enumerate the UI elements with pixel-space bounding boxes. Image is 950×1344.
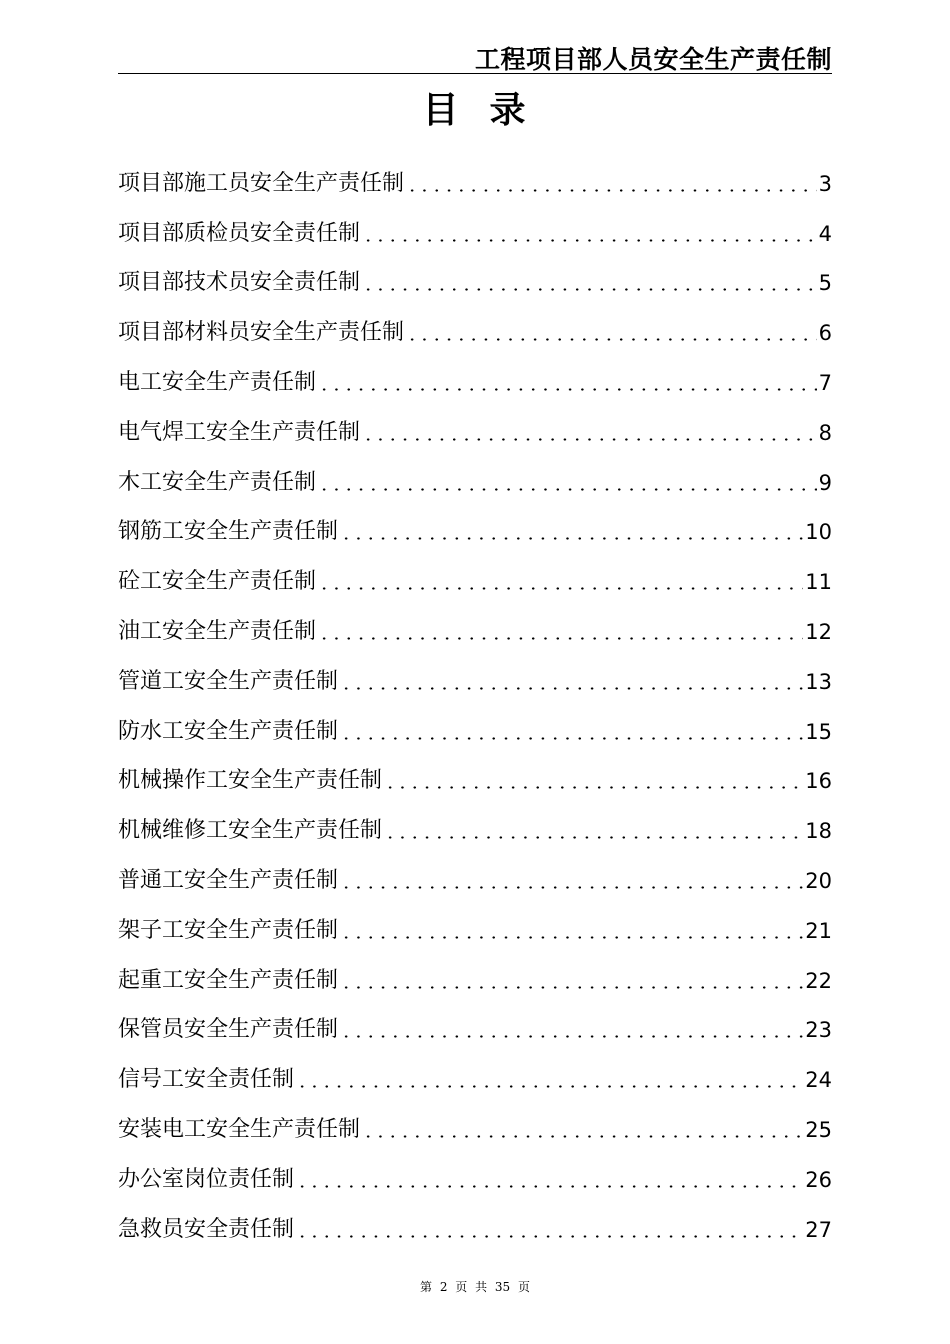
- toc-entry-title: 机械操作工安全生产责任制: [118, 768, 383, 794]
- toc-heading: 目 录: [422, 90, 528, 131]
- toc-entry-page-number: 6: [818, 321, 832, 346]
- toc-entry-title: 项目部材料员安全生产责任制: [118, 320, 405, 346]
- toc-entry-page-number: 11: [805, 570, 832, 595]
- toc-entry-title: 木工安全生产责任制: [118, 469, 317, 495]
- toc-dot-leader: [296, 1235, 803, 1238]
- toc-dot-leader: [406, 338, 817, 341]
- toc-entry-page-number: 25: [805, 1117, 832, 1142]
- toc-dot-leader: [318, 388, 817, 391]
- toc-entry[interactable]: [118, 1093, 832, 1143]
- toc-entry-page-number: 3: [818, 171, 832, 196]
- toc-entry[interactable]: [118, 1043, 832, 1093]
- toc-entry-title: 办公室岗位责任制: [118, 1166, 295, 1192]
- toc-entry-title: 钢筋工安全生产责任制: [118, 519, 339, 545]
- toc-entry[interactable]: [118, 197, 832, 247]
- toc-dot-leader: [340, 737, 803, 740]
- toc-dot-leader: [340, 1035, 803, 1038]
- toc-entry-page-number: 7: [818, 370, 832, 395]
- toc-dot-leader: [362, 288, 817, 291]
- toc-entry-title: 电气焊工安全生产责任制: [118, 419, 361, 445]
- toc-dot-leader: [362, 1135, 803, 1138]
- toc-dot-leader: [318, 587, 803, 590]
- toc-entry-title: 电工安全生产责任制: [118, 369, 317, 395]
- toc-entry-page-number: 10: [805, 520, 832, 545]
- toc-entry-title: 项目部施工员安全生产责任制: [118, 170, 405, 196]
- toc-dot-leader: [362, 438, 817, 441]
- toc-entry-page-number: 13: [805, 669, 832, 694]
- toc-entry-title: 项目部技术员安全责任制: [118, 270, 361, 296]
- toc-entry-page-number: 8: [818, 420, 832, 445]
- toc-entry[interactable]: [118, 695, 832, 745]
- toc-dot-leader: [296, 1185, 803, 1188]
- toc-entry-title: 保管员安全生产责任制: [118, 1017, 339, 1043]
- toc-entry-page-number: 21: [805, 918, 832, 943]
- toc-entry-title: 起重工安全生产责任制: [118, 967, 339, 993]
- toc-entry-title: 项目部质检员安全责任制: [118, 220, 361, 246]
- toc-entry-title: 砼工安全生产责任制: [118, 569, 317, 595]
- toc-entry[interactable]: [118, 296, 832, 346]
- toc-dot-leader: [406, 189, 817, 192]
- toc-entry[interactable]: [118, 745, 832, 795]
- toc-entry-title: 安装电工安全生产责任制: [118, 1116, 361, 1142]
- toc-list: [118, 147, 832, 1243]
- toc-entry-page-number: 22: [805, 968, 832, 993]
- toc-entry[interactable]: [118, 794, 832, 844]
- toc-entry-page-number: 4: [818, 221, 832, 246]
- toc-entry-title: 管道工安全生产责任制: [118, 668, 339, 694]
- toc-entry-page-number: 18: [805, 819, 832, 844]
- toc-entry[interactable]: [118, 496, 832, 546]
- toc-entry[interactable]: [118, 1143, 832, 1193]
- toc-entry[interactable]: [118, 994, 832, 1044]
- page-footer: 第 2 页 共 35 页: [420, 1280, 530, 1294]
- toc-dot-leader: [340, 986, 803, 989]
- toc-entry-title: 普通工安全生产责任制: [118, 867, 339, 893]
- header-divider: [118, 73, 832, 74]
- toc-entry-page-number: 20: [805, 868, 832, 893]
- toc-entry-page-number: 24: [805, 1068, 832, 1093]
- toc-entry-title: 急救员安全责任制: [118, 1216, 295, 1242]
- document-header-title: 工程项目部人员安全生产责任制: [474, 45, 832, 74]
- toc-entry-page-number: 12: [805, 619, 832, 644]
- toc-dot-leader: [296, 1085, 803, 1088]
- toc-entry[interactable]: [118, 944, 832, 994]
- toc-dot-leader: [384, 836, 803, 839]
- toc-dot-leader: [340, 687, 803, 690]
- toc-entry-page-number: 27: [805, 1217, 832, 1242]
- toc-entry[interactable]: [118, 247, 832, 297]
- toc-entry-page-number: 5: [818, 271, 832, 296]
- toc-entry-title: 防水工安全生产责任制: [118, 718, 339, 744]
- toc-dot-leader: [362, 239, 817, 242]
- toc-dot-leader: [318, 488, 817, 491]
- toc-entry-page-number: 9: [818, 470, 832, 495]
- toc-entry[interactable]: [118, 595, 832, 645]
- toc-entry[interactable]: [118, 1193, 832, 1243]
- toc-entry[interactable]: [118, 396, 832, 446]
- toc-entry-title: 机械维修工安全生产责任制: [118, 818, 383, 844]
- toc-entry[interactable]: [118, 147, 832, 197]
- toc-dot-leader: [340, 886, 803, 889]
- toc-entry-title: 架子工安全生产责任制: [118, 917, 339, 943]
- toc-dot-leader: [340, 537, 803, 540]
- toc-entry-page-number: 26: [805, 1167, 832, 1192]
- toc-entry[interactable]: [118, 545, 832, 595]
- toc-entry[interactable]: [118, 346, 832, 396]
- toc-entry-title: 信号工安全责任制: [118, 1067, 295, 1093]
- toc-dot-leader: [318, 637, 803, 640]
- toc-dot-leader: [340, 936, 803, 939]
- toc-entry-page-number: 23: [805, 1018, 832, 1043]
- toc-entry[interactable]: [118, 844, 832, 894]
- toc-entry-title: 油工安全生产责任制: [118, 618, 317, 644]
- toc-entry[interactable]: [118, 645, 832, 695]
- toc-entry-page-number: 16: [805, 769, 832, 794]
- toc-entry-page-number: 15: [805, 719, 832, 744]
- toc-entry[interactable]: [118, 446, 832, 496]
- toc-entry[interactable]: [118, 894, 832, 944]
- toc-dot-leader: [384, 786, 803, 789]
